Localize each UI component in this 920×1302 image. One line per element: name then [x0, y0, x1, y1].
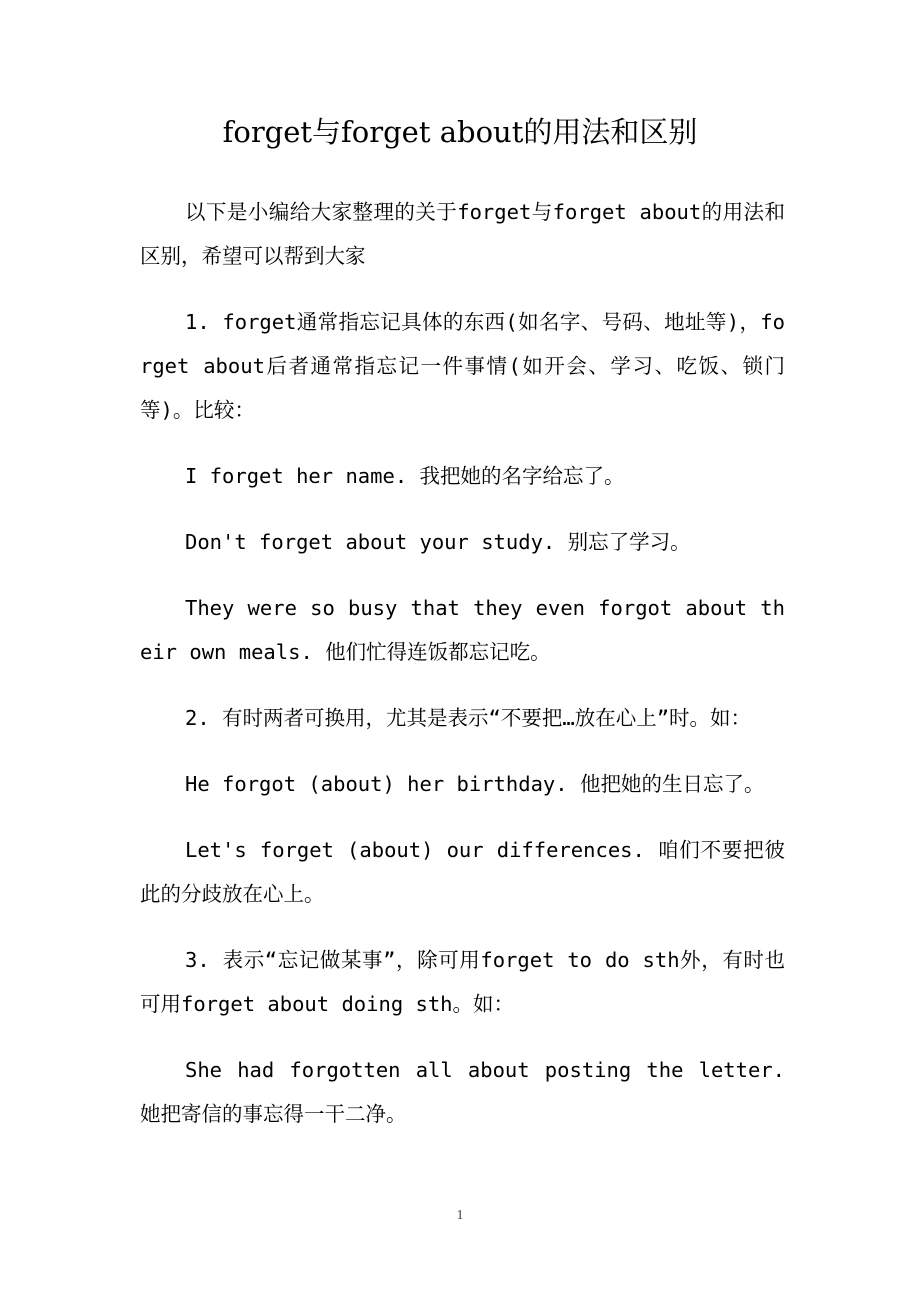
paragraph-point-2: 2. 有时两者可换用，尤其是表示“不要把…放在心上”时。如： — [185, 706, 752, 730]
page-title: forget与forget about的用法和区别 — [222, 115, 698, 149]
document-body — [140, 190, 785, 1158]
paragraph-intro: 以下是小编给大家整理的关于forget与forget about的用法和区别，希望可以帮到大家 — [140, 200, 785, 268]
example-sentence: Don't forget about your study. 别忘了学习。 — [185, 530, 691, 554]
paragraph-point-1: 1. forget通常指忘记具体的东西(如名字、号码、地址等)，forget about后者通常指忘记一件事情(如开会、学习、吃饭、锁门等)。比较： — [140, 310, 785, 422]
example-sentence: He forgot (about) her birthday. 他把她的生日忘了。 — [185, 772, 765, 796]
example-sentence: They were so busy that they even forgot about their own meals. 他们忙得连饭都忘记吃。 — [140, 596, 785, 664]
example-sentence: She had forgotten all about posting the letter. 她把寄信的事忘得一干二净。 — [140, 1058, 785, 1126]
example-sentence: Let's forget (about) our differences. 咱们不要把彼此的分歧放在心上。 — [140, 838, 785, 906]
paragraph-point-3: 3. 表示“忘记做某事”，除可用forget to do sth外，有时也可用forget about doing sth。如： — [140, 948, 785, 1016]
example-sentence: I forget her name. 我把她的名字给忘了。 — [185, 464, 625, 488]
page-number: 1 — [456, 1208, 464, 1223]
